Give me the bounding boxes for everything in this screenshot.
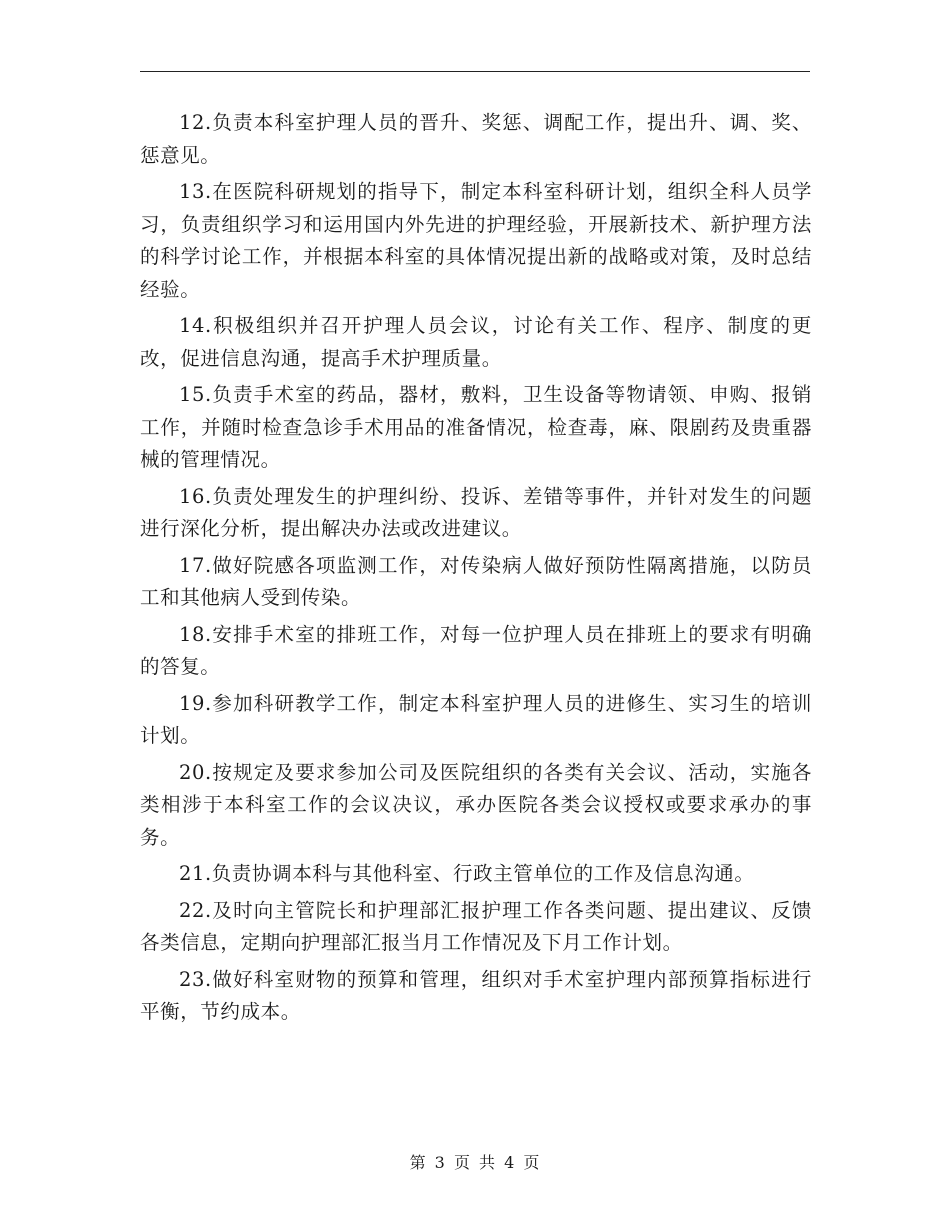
duty-item-14: 14.积极组织并召开护理人员会议，讨论有关工作、程序、制度的更改，促进信息沟通，提高手术护理质量。 xyxy=(140,314,812,370)
duty-item-12: 12.负责本科室护理人员的晋升、奖惩、调配工作，提出升、调、奖、惩意见。 xyxy=(140,111,812,167)
duty-item-16: 16.负责处理发生的护理纠纷、投诉、差错等事件，并针对发生的问题进行深化分析，提出解决办法或改进建议。 xyxy=(140,484,812,540)
page-number: 第 3 页 共 4 页 xyxy=(409,1153,541,1172)
duty-item-19: 19.参加科研教学工作，制定本科室护理人员的进修生、实习生的培训计划。 xyxy=(140,691,812,747)
duty-item-21: 21.负责协调本科与其他科室、行政主管单位的工作及信息沟通。 xyxy=(179,862,755,885)
page-footer xyxy=(0,1153,950,1173)
duty-item-13: 13.在医院科研规划的指导下，制定本科室科研计划，组织全科人员学习，负责组织学习和运用国内外先进的护理经验，开展新技术、新护理方法的科学讨论工作，并根据本科室的具体情况提出新的战略或对策，及时总结经验。 xyxy=(140,180,812,301)
header-rule xyxy=(140,71,810,72)
duty-item-22: 22.及时向主管院长和护理部汇报护理工作各类问题、提出建议、反馈各类信息，定期向护理部汇报当月工作情况及下月工作计划。 xyxy=(140,898,812,954)
duty-item-15: 15.负责手术室的药品，器材，敷料，卫生设备等物请领、申购、报销工作，并随时检查急诊手术用品的准备情况，检查毒，麻、限剧药及贵重器械的管理情况。 xyxy=(140,383,812,471)
duty-item-17: 17.做好院感各项监测工作，对传染病人做好预防性隔离措施，以防员工和其他病人受到传染。 xyxy=(140,553,812,609)
duty-item-20: 20.按规定及要求参加公司及医院组织的各类有关会议、活动，实施各类相涉于本科室工作的会议决议，承办医院各类会议授权或要求承办的事务。 xyxy=(140,760,812,849)
duty-item-23: 23.做好科室财物的预算和管理，组织对手术室护理内部预算指标进行平衡，节约成本。 xyxy=(140,967,812,1023)
duty-item-18: 18.安排手术室的排班工作，对每一位护理人员在排班上的要求有明确的答复。 xyxy=(140,622,812,678)
document-body xyxy=(140,107,812,1033)
